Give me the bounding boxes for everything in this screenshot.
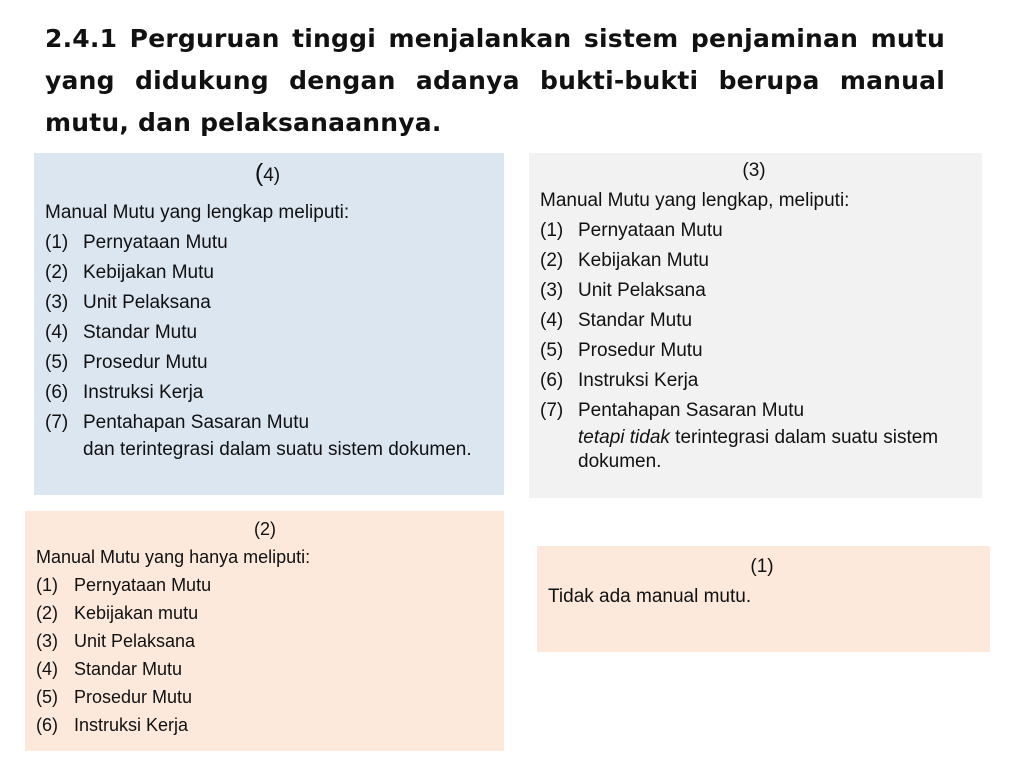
list-item <box>36 571 494 599</box>
list-item <box>36 655 494 683</box>
list-item-number: (4) <box>540 310 564 331</box>
level-4-closing: dan terintegrasi dalam suatu sistem dokumen. <box>83 439 472 460</box>
list-item <box>45 288 490 318</box>
level-3-intro: Manual Mutu yang lengkap, meliputi: <box>540 190 850 211</box>
list-item <box>36 711 494 739</box>
list-item-number: (1) <box>540 220 564 241</box>
list-item-text: Kebijakan Mutu <box>83 262 214 283</box>
level-2-box <box>25 511 504 751</box>
list-item-text: Pernyataan Mutu <box>74 575 212 595</box>
list-item-number: (1) <box>36 575 58 595</box>
list-item <box>45 258 490 288</box>
level-3-closing-emphasis: tetapi tidak <box>578 427 670 448</box>
list-item <box>36 599 494 627</box>
level-3-closing-rest: terintegrasi dalam suatu sistem dokumen. <box>578 427 939 472</box>
list-item <box>45 378 490 408</box>
level-1-text: Tidak ada manual mutu. <box>548 586 752 607</box>
list-item-number: (2) <box>540 250 564 271</box>
list-item-text: Prosedur Mutu <box>74 687 193 707</box>
list-item-text: Standar Mutu <box>74 659 183 679</box>
list-item-text: Unit Pelaksana <box>74 631 196 651</box>
list-item <box>45 318 490 348</box>
list-item-number: (6) <box>45 382 69 403</box>
list-item <box>540 216 968 246</box>
list-item-text: Standar Mutu <box>578 310 693 331</box>
list-item-text: Pentahapan Sasaran Mutu <box>83 412 310 433</box>
list-item <box>540 276 968 306</box>
list-item-number: (6) <box>540 370 564 391</box>
list-item <box>540 396 968 426</box>
level-3-box <box>529 153 982 498</box>
list-item-number: (4) <box>36 659 58 679</box>
list-item-text: Kebijakan mutu <box>74 603 199 623</box>
level-3-list <box>540 216 968 426</box>
list-item <box>540 246 968 276</box>
level-4-intro: Manual Mutu yang lengkap meliputi: <box>45 202 350 223</box>
list-item <box>45 408 490 438</box>
list-item-number: (1) <box>45 232 69 253</box>
level-4-score <box>45 153 490 196</box>
list-item-number: (5) <box>540 340 564 361</box>
level-3-closing <box>540 426 968 474</box>
list-item-number: (3) <box>36 631 58 651</box>
list-item <box>36 683 494 711</box>
list-item-text: Standar Mutu <box>83 322 198 343</box>
list-item <box>540 336 968 366</box>
list-item-text: Instruksi Kerja <box>74 715 189 735</box>
list-item-number: (6) <box>36 715 58 735</box>
list-item-text: Pernyataan Mutu <box>578 220 723 241</box>
list-item-number: (3) <box>45 292 69 313</box>
list-item-text: Unit Pelaksana <box>83 292 211 313</box>
list-item-number: (7) <box>45 412 69 433</box>
list-item <box>36 627 494 655</box>
level-2-list <box>36 571 494 739</box>
list-item-number: (4) <box>45 322 69 343</box>
list-item-text: Unit Pelaksana <box>578 280 706 301</box>
list-item <box>540 306 968 336</box>
list-item-text: Prosedur Mutu <box>578 340 703 361</box>
slide-title: 2.4.1 Perguruan tinggi menjalankan sistem penjaminan mutu yang didukung dengan adanya bukti-bukti berupa manual mutu, dan pelaksanaannya. <box>45 24 945 137</box>
list-item-text: Prosedur Mutu <box>83 352 208 373</box>
list-item-number: (7) <box>540 400 564 421</box>
list-item-number: (2) <box>45 262 69 283</box>
list-item <box>45 228 490 258</box>
list-item-number: (3) <box>540 280 564 301</box>
level-4-score-paren: ( <box>254 159 264 187</box>
level-3-score: (3) <box>742 160 766 181</box>
level-2-intro: Manual Mutu yang hanya meliputi: <box>36 547 311 567</box>
list-item <box>540 366 968 396</box>
list-item-number: (2) <box>36 603 58 623</box>
level-4-box <box>34 153 504 495</box>
level-1-score: (1) <box>750 556 774 577</box>
level-1-box <box>537 546 990 652</box>
level-4-score-rest: 4) <box>263 165 281 186</box>
list-item-text: Instruksi Kerja <box>578 370 699 391</box>
list-item-text: Pentahapan Sasaran Mutu <box>578 400 805 421</box>
list-item-text: Kebijakan Mutu <box>578 250 709 271</box>
level-2-score: (2) <box>254 519 276 539</box>
level-4-list <box>45 228 490 438</box>
list-item <box>45 348 490 378</box>
list-item-number: (5) <box>36 687 58 707</box>
list-item-text: Instruksi Kerja <box>83 382 204 403</box>
list-item-number: (5) <box>45 352 69 373</box>
list-item-text: Pernyataan Mutu <box>83 232 228 253</box>
